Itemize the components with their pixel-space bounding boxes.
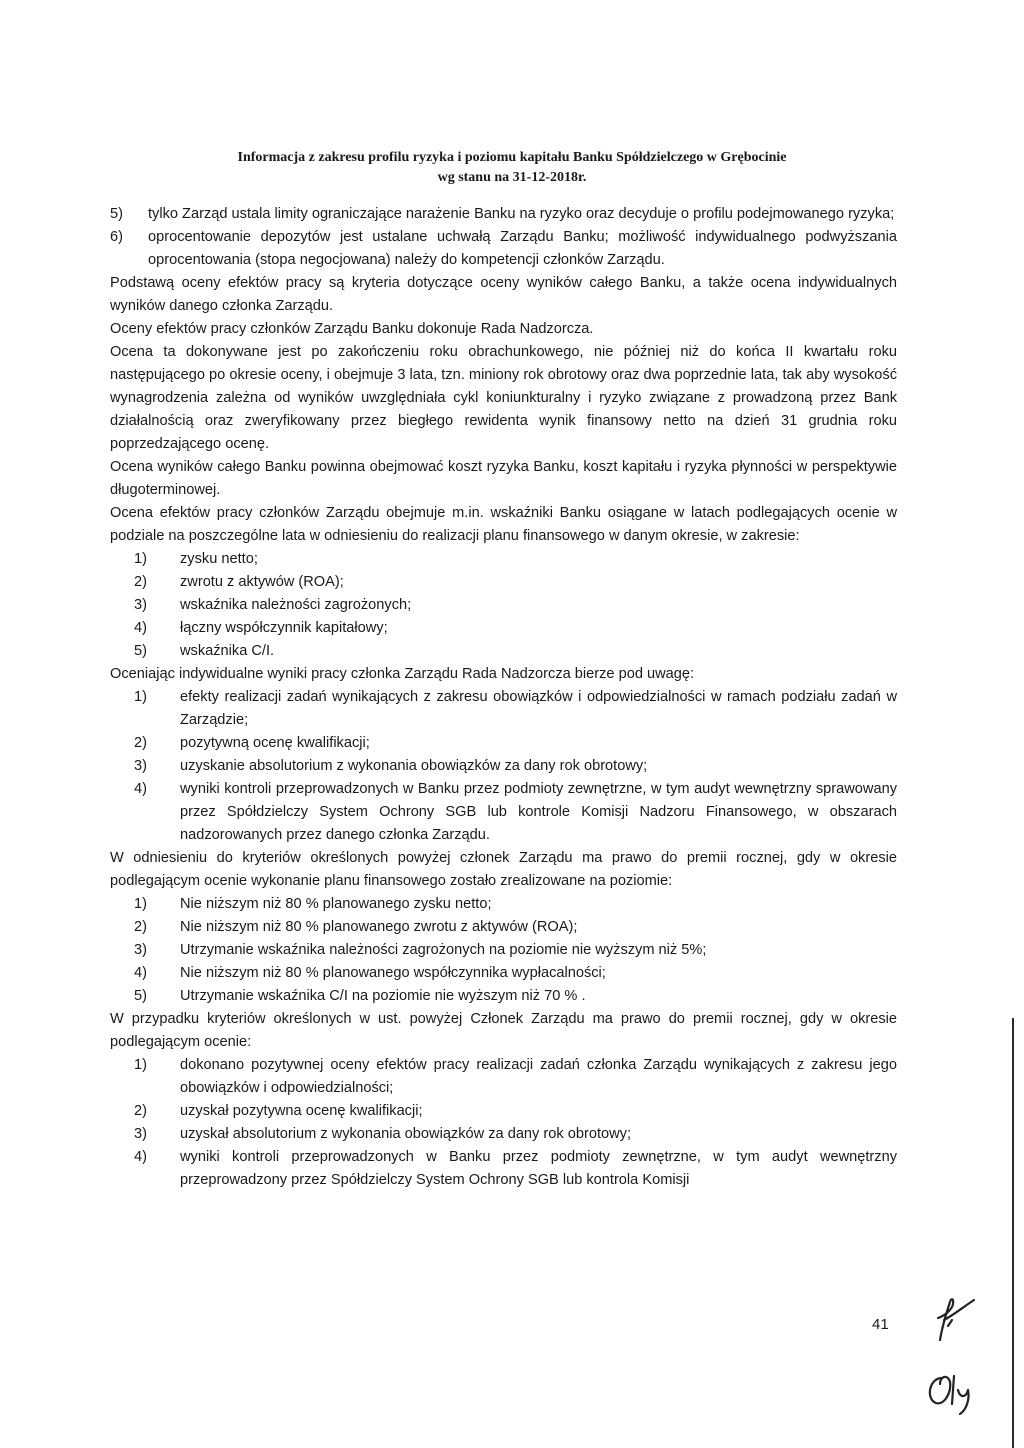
list-item xyxy=(110,755,897,778)
list-text: efekty realizacji zadań wynikających z zakresu obowiązków i odpowiedzialności w ramach podziału zadań w Zarządzie; xyxy=(180,689,897,728)
header-date: wg stanu na 31-12-2018r. xyxy=(437,170,587,185)
list-item xyxy=(110,548,897,571)
list-text: wskaźnika należności zagrożonych; xyxy=(180,597,412,613)
list-text: zysku netto; xyxy=(180,551,258,567)
page-number: 41 xyxy=(872,1316,889,1333)
bonus-conditions-list xyxy=(110,1054,897,1192)
list-number: 1) xyxy=(134,1057,147,1073)
list-text: Nie niższym niż 80 % planowanego współczynnika wypłacalności; xyxy=(180,965,606,981)
list-number: 4) xyxy=(134,965,147,981)
paragraph: Podstawą oceny efektów pracy są kryteria dotyczące oceny wyników całego Banku, a także ocena indywidualnych wyników danego członka Zarządu. xyxy=(110,275,897,314)
list-item xyxy=(110,916,897,939)
list-number: 2) xyxy=(134,735,147,751)
list-item xyxy=(110,640,897,663)
list-number: 4) xyxy=(134,781,147,797)
paragraph: Ocena efektów pracy członków Zarządu obejmuje m.in. wskaźniki Banku osiągane w latach podlegających ocenie w podziale na poszczególne lata w odniesieniu do realizacji planu finansowego w danym okresie, w zakresie: xyxy=(110,505,897,544)
paragraph: Ocena wyników całego Banku powinna obejmować koszt ryzyka Banku, koszt kapitału i ryzyka płynności w perspektywie długoterminowej. xyxy=(110,459,897,498)
individual-criteria-list xyxy=(110,686,897,847)
list-item xyxy=(110,594,897,617)
list-item xyxy=(110,1123,897,1146)
list-number: 1) xyxy=(134,689,147,705)
list-item xyxy=(110,686,897,732)
list-number: 4) xyxy=(134,1149,147,1165)
document-body xyxy=(110,203,897,1192)
list-text: tylko Zarząd ustala limity ograniczające narażenie Banku na ryzyko oraz decyduje o profilu podejmowanego ryzyka; xyxy=(148,206,895,222)
list-number: 1) xyxy=(134,551,147,567)
list-number: 2) xyxy=(134,1103,147,1119)
list-text: uzyskał absolutorium z wykonania obowiązków za dany rok obrotowy; xyxy=(180,1126,632,1142)
bonus-threshold-list xyxy=(110,893,897,1008)
list-number: 2) xyxy=(134,919,147,935)
list-text: wyniki kontroli przeprowadzonych w Banku przez podmioty zewnętrzne, w tym audyt wewnętrzny sprawowany przez Spółdzielczy System Ochrony SGB lub kontrole Komisji Nadzoru Finansowego, w obszarach nadzorowanych przez danego członka Zarządu. xyxy=(180,781,897,843)
list-number: 5) xyxy=(134,988,147,1004)
list-item xyxy=(110,985,897,1008)
list-text: Utrzymanie wskaźnika należności zagrożonych na poziomie nie wyższym niż 5%; xyxy=(180,942,707,958)
top-list xyxy=(110,203,897,272)
list-number: 5) xyxy=(110,206,123,222)
list-text: uzyskał pozytywna ocenę kwalifikacji; xyxy=(180,1103,423,1119)
list-item xyxy=(110,732,897,755)
list-number: 5) xyxy=(134,643,147,659)
document-header xyxy=(0,148,1024,188)
list-number: 3) xyxy=(134,758,147,774)
list-number: 3) xyxy=(134,597,147,613)
criteria-list xyxy=(110,548,897,663)
list-text: pozytywną ocenę kwalifikacji; xyxy=(180,735,370,751)
list-text: dokonano pozytywnej oceny efektów pracy realizacji zadań członka Zarządu wynikających z zakresu jego obowiązków i odpowiedzialności; xyxy=(180,1057,897,1096)
list-item xyxy=(110,571,897,594)
margin-scan-line xyxy=(1012,1018,1014,1448)
paragraph: W przypadku kryteriów określonych w ust. powyżej Członek Zarządu ma prawo do premii rocznej, gdy w okresie podlegającym ocenie: xyxy=(110,1011,897,1050)
list-text: uzyskanie absolutorium z wykonania obowiązków za dany rok obrotowy; xyxy=(180,758,648,774)
list-text: Nie niższym niż 80 % planowanego zwrotu z aktywów (ROA); xyxy=(180,919,578,935)
paragraph: Oceny efektów pracy członków Zarządu Banku dokonuje Rada Nadzorcza. xyxy=(110,321,594,337)
list-number: 1) xyxy=(134,896,147,912)
signature-initials-top xyxy=(926,1296,978,1344)
signature-initials-bottom xyxy=(922,1368,984,1418)
list-number: 3) xyxy=(134,1126,147,1142)
list-item xyxy=(110,617,897,640)
list-number: 3) xyxy=(134,942,147,958)
list-text: oprocentowanie depozytów jest ustalane uchwałą Zarządu Banku; możliwość indywidualnego podwyższania oprocentowania (stopa negocjowana) należy do kompetencji członków Zarządu. xyxy=(148,229,897,268)
list-item xyxy=(110,203,897,226)
list-text: wyniki kontroli przeprowadzonych w Banku przez podmioty zewnętrzne, w tym audyt wewnętrzny przeprowadzony przez Spółdzielczy System Ochrony SGB lub kontrola Komisji xyxy=(180,1149,897,1188)
list-text: łączny współczynnik kapitałowy; xyxy=(180,620,388,636)
list-item xyxy=(110,893,897,916)
list-item xyxy=(110,1146,897,1192)
list-text: wskaźnika C/I. xyxy=(180,643,275,659)
list-item xyxy=(110,1100,897,1123)
header-title: Informacja z zakresu profilu ryzyka i poziomu kapitału Banku Spółdzielczego w Grębocinie xyxy=(237,150,787,165)
paragraph: Ocena ta dokonywane jest po zakończeniu roku obrachunkowego, nie później niż do końca II kwartału roku następującego po okresie oceny, i obejmuje 3 lata, tzn. miniony rok obrotowy oraz dwa poprzednie lata, tak aby wysokość wynagrodzenia zależna od wyników uwzględniała cykl koniunkturalny i ryzyko związane z prowadzoną przez Bank działalnością oraz zweryfikowany przez biegłego rewidenta wynik finansowy netto na dzień 31 grudnia roku poprzedzającego ocenę. xyxy=(110,344,897,452)
list-text: Nie niższym niż 80 % planowanego zysku netto; xyxy=(180,896,492,912)
list-item xyxy=(110,226,897,272)
list-number: 2) xyxy=(134,574,147,590)
list-number: 4) xyxy=(134,620,147,636)
list-number: 6) xyxy=(110,229,123,245)
list-item xyxy=(110,778,897,847)
paragraph: W odniesieniu do kryteriów określonych powyżej członek Zarządu ma prawo do premii rocznej, gdy w okresie podlegającym ocenie wykonanie planu finansowego zostało zrealizowane na poziomie: xyxy=(110,850,897,889)
list-text: zwrotu z aktywów (ROA); xyxy=(180,574,344,590)
list-text: Utrzymanie wskaźnika C/I na poziomie nie wyższym niż 70 % . xyxy=(180,988,586,1004)
list-item xyxy=(110,939,897,962)
list-item xyxy=(110,1054,897,1100)
list-item xyxy=(110,962,897,985)
paragraph: Oceniając indywidualne wyniki pracy członka Zarządu Rada Nadzorcza bierze pod uwagę: xyxy=(110,666,695,682)
